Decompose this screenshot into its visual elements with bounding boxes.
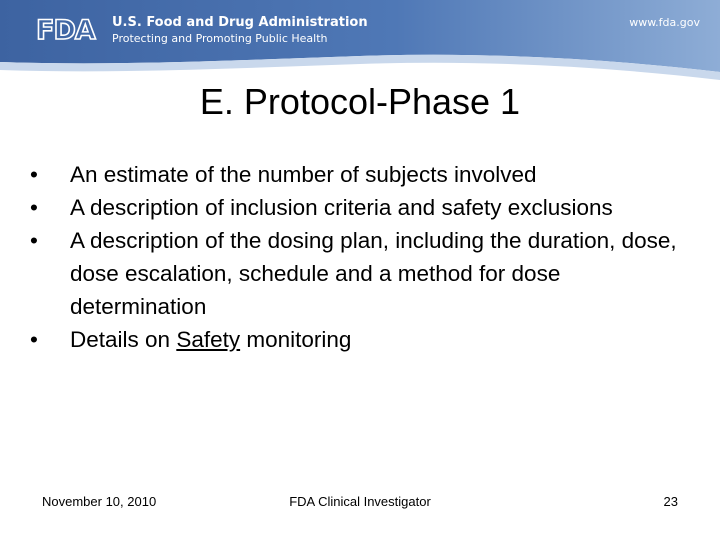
agency-block xyxy=(112,15,368,46)
bullet-text: An estimate of the number of subjects involved xyxy=(70,162,537,187)
website-link[interactable]: www.fda.gov xyxy=(629,16,700,29)
bullet-item xyxy=(30,323,690,356)
bullet-text: A description of inclusion criteria and safety exclusions xyxy=(70,195,613,220)
page-number: 23 xyxy=(663,494,678,509)
bullet-text: A description of the dosing plan, including the duration, dose, dose escalation, schedule and a method for dose determination xyxy=(70,228,677,319)
bullet-text-suffix: monitoring xyxy=(240,327,352,352)
header-banner xyxy=(0,0,720,82)
bullet-item xyxy=(30,158,690,191)
footer-title: FDA Clinical Investigator xyxy=(289,494,431,509)
bullet-text-prefix: Details on xyxy=(70,327,177,352)
agency-tagline: Protecting and Promoting Public Health xyxy=(112,32,328,45)
bullet-icon: • xyxy=(30,195,38,220)
fda-logo xyxy=(36,16,104,42)
agency-name: U.S. Food and Drug Administration xyxy=(112,15,368,30)
bullet-item xyxy=(30,224,690,323)
slide-title: E. Protocol-Phase 1 xyxy=(199,81,521,122)
bullet-item xyxy=(30,191,690,224)
fda-logo-text: FDA xyxy=(36,16,95,42)
bullet-icon: • xyxy=(30,327,38,352)
safety-link[interactable]: Safety xyxy=(176,327,241,352)
bullet-icon: • xyxy=(30,228,38,253)
bullet-icon: • xyxy=(30,162,38,187)
footer-date: November 10, 2010 xyxy=(42,494,157,509)
bullet-list xyxy=(30,158,690,356)
